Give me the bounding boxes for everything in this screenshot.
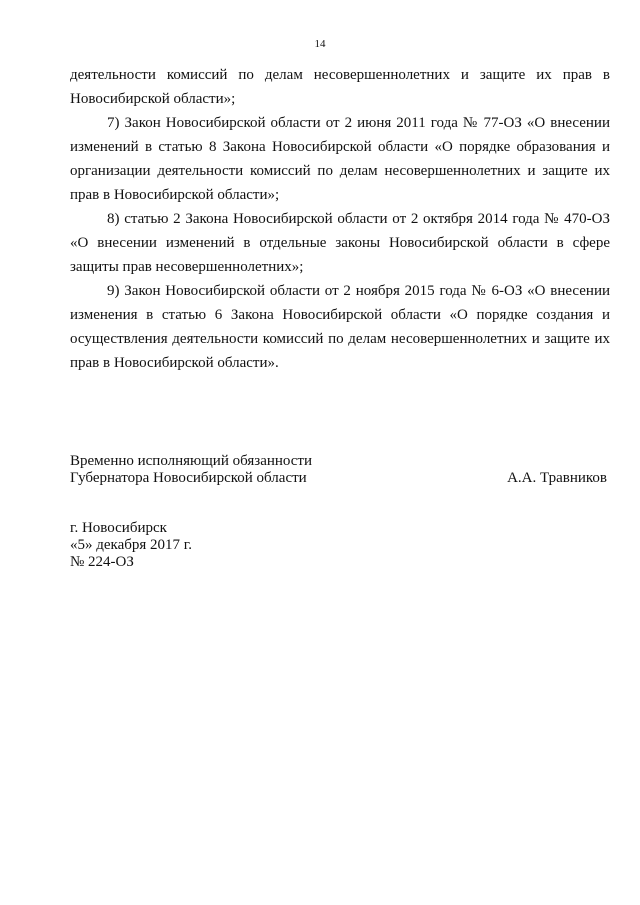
document-date: «5» декабря 2017 г. xyxy=(70,537,192,553)
signatory-position-line1: Временно исполняющий обязанности xyxy=(70,453,313,469)
place-date-block xyxy=(70,520,370,571)
signature-row-2 xyxy=(70,470,610,487)
signatory-position-line2: Губернатора Новосибирской области xyxy=(70,470,307,486)
signature-block xyxy=(70,453,610,487)
document-number: № 224-ОЗ xyxy=(70,554,134,570)
city: г. Новосибирск xyxy=(70,520,167,536)
signature-row-1 xyxy=(70,453,610,470)
paragraph-item-7: 7) Закон Новосибирской области от 2 июня 2011 года № 77-ОЗ «О внесении изменений в статью 8 Закона Новосибирской области «О порядке образования и организации деятельности комиссий по делам несовершеннолетних и защите их прав в Новосибирской области»; xyxy=(70,115,610,203)
paragraph-item-9: 9) Закон Новосибирской области от 2 ноября 2015 года № 6-ОЗ «О внесении изменения в статью 6 Закона Новосибирской области «О порядке создания и осуществления деятельности комиссий по делам несовершеннолетних и защите их прав в Новосибирской области». xyxy=(70,283,610,371)
page-number: 14 xyxy=(314,38,326,50)
document-body xyxy=(70,63,610,375)
paragraph-continuation: деятельности комиссий по делам несовершеннолетних и защите их прав в Новосибирской области»; xyxy=(70,67,610,107)
paragraph-item-8: 8) статью 2 Закона Новосибирской области от 2 октября 2014 года № 470-ОЗ «О внесении изменений в отдельные законы Новосибирской области в сфере защиты прав несовершеннолетних»; xyxy=(70,211,610,275)
signatory-name: А.А. Травников xyxy=(507,470,607,486)
